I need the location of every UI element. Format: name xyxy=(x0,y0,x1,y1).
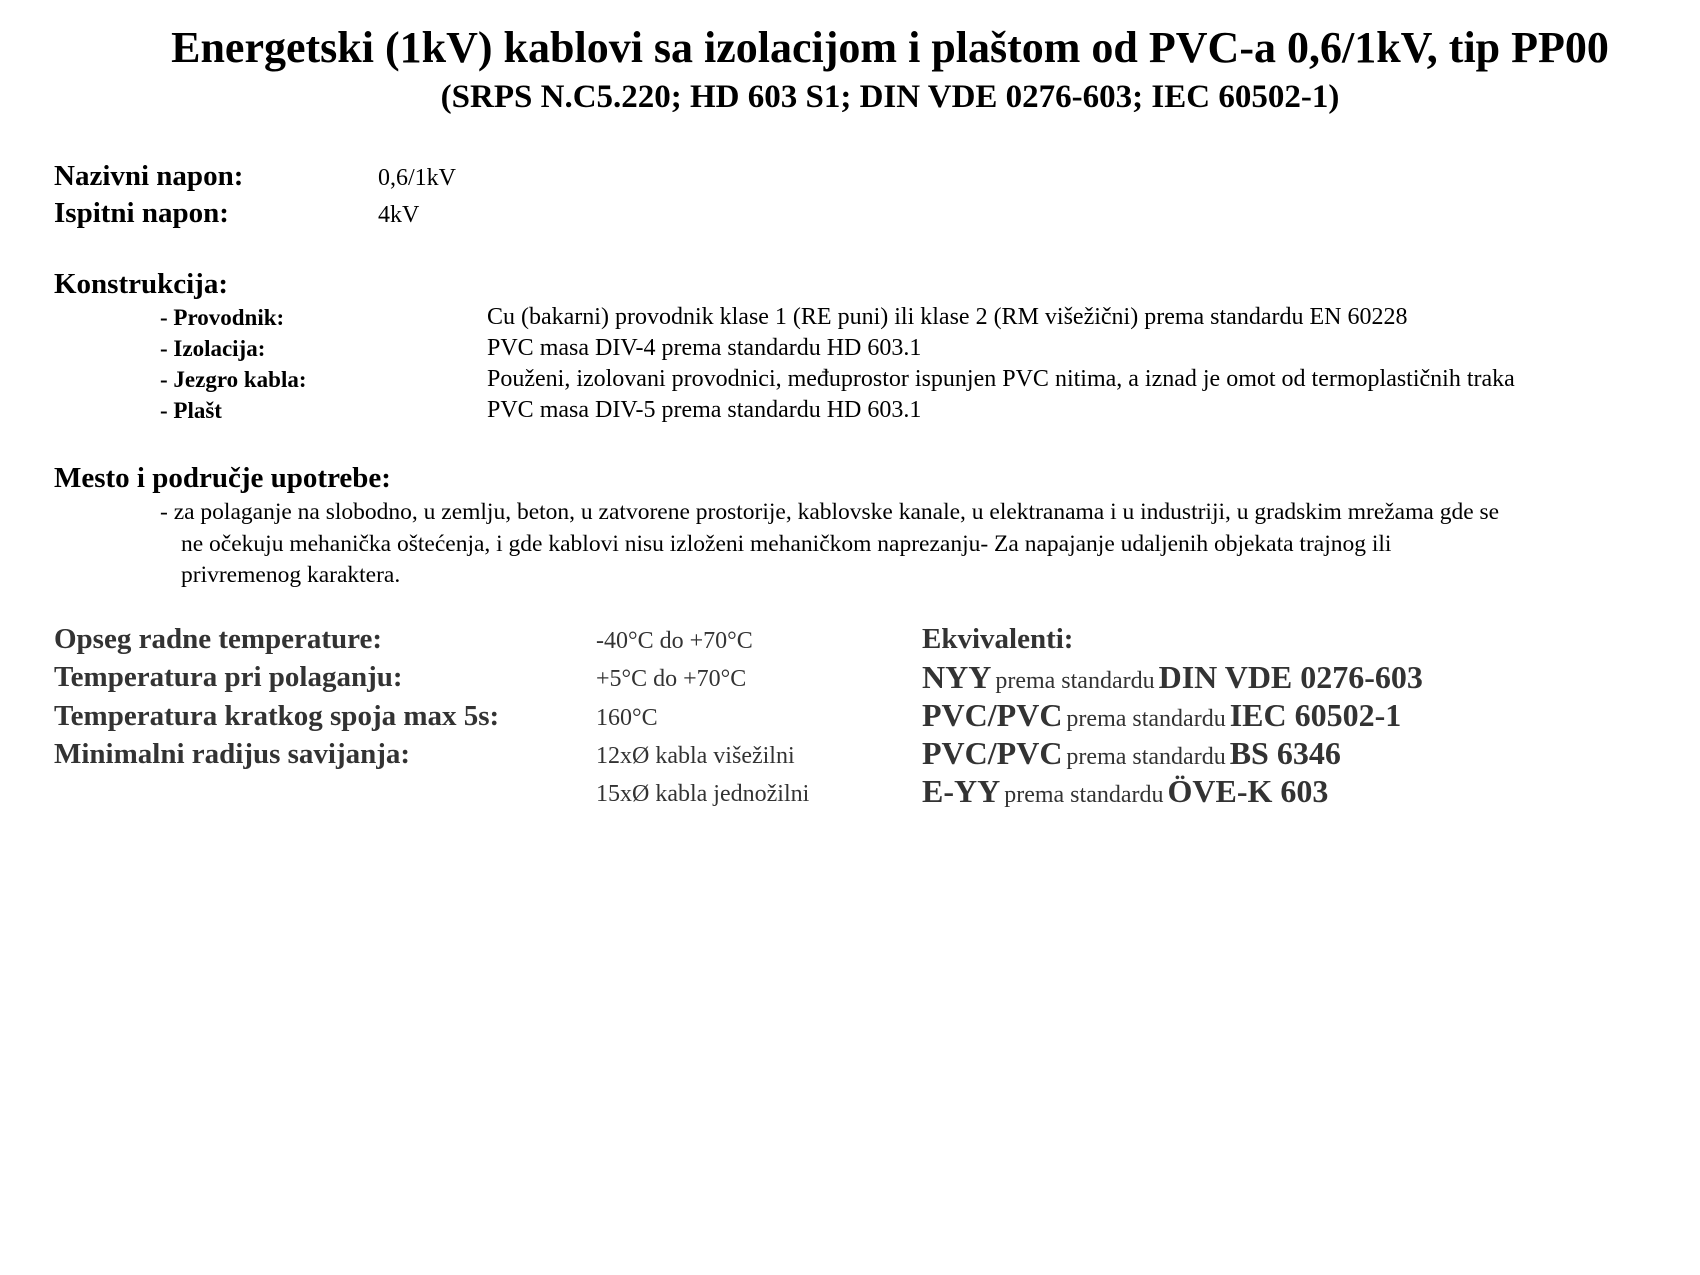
equivalent-name: PVC/PVC xyxy=(922,735,1063,771)
nominal-voltage-value: 0,6/1kV xyxy=(378,165,456,191)
equivalent-standard: DIN VDE 0276-603 xyxy=(1158,659,1423,695)
equivalent-standard: BS 6346 xyxy=(1229,735,1341,771)
equivalent-standard: ÖVE-K 603 xyxy=(1167,773,1329,809)
usage-line: privremenog karaktera. xyxy=(181,562,401,588)
usage-heading: Mesto i područje upotrebe: xyxy=(54,462,391,494)
equivalent-name: E-YY xyxy=(922,773,1001,809)
page-subtitle: (SRPS N.C5.220; HD 603 S1; DIN VDE 0276-603; IEC 60502-1) xyxy=(440,79,1340,115)
equivalent-mid: prema standardu xyxy=(1066,744,1226,770)
temp-value: -40°C do +70°C xyxy=(596,628,753,654)
construction-heading: Konstrukcija: xyxy=(54,268,228,300)
equivalent-name: PVC/PVC xyxy=(922,697,1063,733)
usage-line: ne očekuju mehanička oštećenja, i gde kablovi nisu izloženi mehaničkom naprezanju- Za napajanje udaljenih objekata trajnog ili xyxy=(181,530,1392,557)
nominal-voltage-label: Nazivni napon: xyxy=(54,160,244,192)
temp-label: Temperatura pri polaganju: xyxy=(54,661,403,693)
equivalents-heading: Ekvivalenti: xyxy=(922,623,1074,655)
test-voltage-label: Ispitni napon: xyxy=(54,197,229,229)
equivalent-row xyxy=(922,697,1401,734)
test-voltage-value: 4kV xyxy=(378,202,420,228)
equivalent-mid: prema standardu xyxy=(995,668,1155,694)
equivalent-mid: prema standardu xyxy=(1066,706,1226,732)
construction-item-value: PVC masa DIV-5 prema standardu HD 603.1 xyxy=(487,397,922,423)
equivalent-row xyxy=(922,773,1328,810)
page-title: Energetski (1kV) kablovi sa izolacijom i plaštom od PVC-a 0,6/1kV, tip PP00 xyxy=(171,23,1609,72)
equivalent-mid: prema standardu xyxy=(1004,782,1164,808)
equivalent-row xyxy=(922,735,1341,772)
construction-item-label: - Jezgro kabla: xyxy=(160,367,307,392)
temp-label: Temperatura kratkog spoja max 5s: xyxy=(54,700,500,732)
equivalent-name: NYY xyxy=(922,659,992,695)
construction-item-label: - Plašt xyxy=(160,398,222,423)
temp-value: 15xØ kabla jednožilni xyxy=(596,781,810,807)
usage-text xyxy=(160,497,1700,592)
construction-item-label: - Izolacija: xyxy=(160,336,266,361)
temp-value: 12xØ kabla višežilni xyxy=(596,743,795,769)
equivalent-row xyxy=(922,659,1423,696)
usage-line: - za polaganje na slobodno, u zemlju, beton, u zatvorene prostorije, kablovske kanale, u elektranama i u industriji, u gradskim mrežama gde se xyxy=(160,499,1500,525)
equivalent-standard: IEC 60502-1 xyxy=(1229,697,1402,733)
construction-item-value: Cu (bakarni) provodnik klase 1 (RE puni) ili klase 2 (RM višežični) prema standardu EN 60228 xyxy=(487,304,1408,330)
construction-item-label: - Provodnik: xyxy=(160,305,285,330)
temp-label: Opseg radne temperature: xyxy=(54,623,383,655)
construction-item-value: PVC masa DIV-4 prema standardu HD 603.1 xyxy=(487,335,922,361)
construction-item-value: Použeni, izolovani provodnici, međuprostor ispunjen PVC nitima, a iznad je omot od termoplastičnih traka xyxy=(487,366,1515,392)
temp-label: Minimalni radijus savijanja: xyxy=(54,738,411,770)
temp-value: 160°C xyxy=(596,705,658,731)
temp-value: +5°C do +70°C xyxy=(596,666,747,692)
